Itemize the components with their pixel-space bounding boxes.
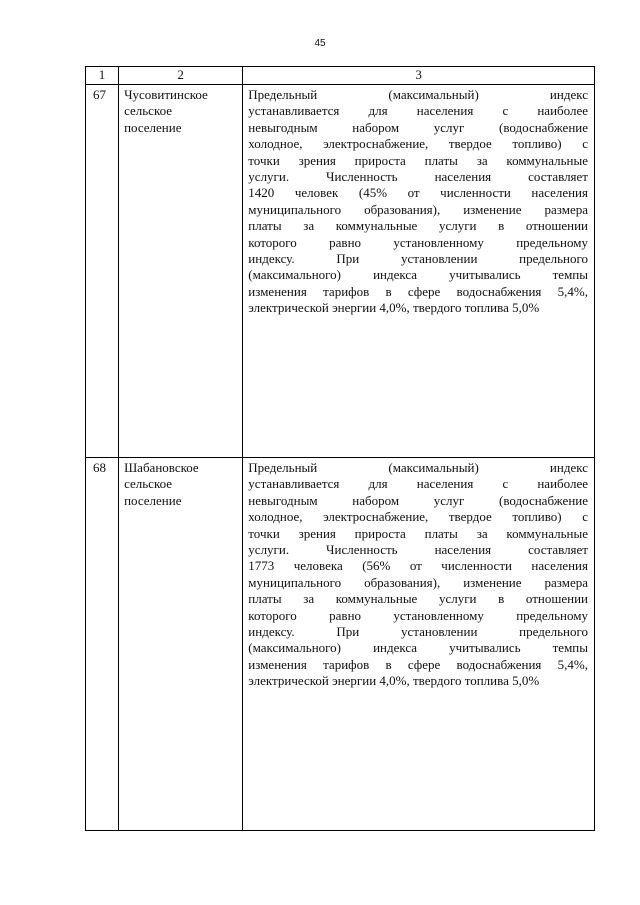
name-line: поселение	[124, 119, 182, 135]
description-line: устанавливается для населения с наиболее	[248, 103, 588, 119]
description-line: Предельный (максимальный) индекс	[248, 460, 588, 475]
description-line: услуги. Численность населения составляет	[248, 542, 588, 558]
description-line: 1420 человек (45% от численности населения	[248, 185, 588, 201]
column-header-2: 2	[119, 67, 243, 85]
index-description	[243, 458, 595, 831]
data-table	[85, 66, 595, 831]
description-line: муниципального образования), изменение размера	[248, 574, 588, 590]
description-line: которого равно установленному предельному	[248, 234, 588, 250]
table-header-row	[86, 67, 595, 85]
page-number: 45	[314, 38, 326, 49]
description-line: услуги. Численность населения составляет	[248, 169, 588, 185]
name-line: Чусовитинское	[124, 87, 208, 102]
description-line: холодное, электроснабжение, твердое топливо) с	[248, 136, 588, 152]
row-number: 68	[86, 458, 119, 831]
description-line: электрической энергии 4,0%, твердого топлива 5,0%	[248, 673, 540, 689]
description-line: (максимального) индекса учитывались темпы	[248, 267, 588, 283]
description-line: изменения тарифов в сфере водоснабжения 5,4%,	[248, 656, 588, 672]
description-line: индексу. При установлении предельного	[248, 251, 588, 267]
description-line: холодное, электроснабжение, твердое топливо) с	[248, 509, 588, 525]
name-line: Шабановское	[124, 460, 199, 475]
name-line: поселение	[124, 492, 182, 508]
settlement-name	[119, 85, 243, 458]
description-line: 1773 человека (56% от численности населения	[248, 558, 588, 574]
description-line: платы за коммунальные услуги в отношении	[248, 591, 588, 607]
description-line: электрической энергии 4,0%, твердого топлива 5,0%	[248, 300, 540, 316]
name-line: сельское	[124, 476, 173, 492]
column-header-3: 3	[243, 67, 595, 85]
description-line: муниципального образования), изменение размера	[248, 201, 588, 217]
row-number: 67	[86, 85, 119, 458]
description-line: невыгодным набором услуг (водоснабжение	[248, 492, 588, 508]
description-line: платы за коммунальные услуги в отношении	[248, 218, 588, 234]
column-header-1: 1	[86, 67, 119, 85]
settlement-name	[119, 458, 243, 831]
description-line: (максимального) индекса учитывались темпы	[248, 640, 588, 656]
description-line: которого равно установленному предельному	[248, 607, 588, 623]
description-line: индексу. При установлении предельного	[248, 624, 588, 640]
description-line: устанавливается для населения с наиболее	[248, 476, 588, 492]
index-description	[243, 85, 595, 458]
description-line: точки зрения прироста платы за коммунальные	[248, 525, 588, 541]
table-row	[86, 458, 595, 831]
description-line: изменения тарифов в сфере водоснабжения 5,4%,	[248, 283, 588, 299]
description-line: точки зрения прироста платы за коммунальные	[248, 152, 588, 168]
description-line: Предельный (максимальный) индекс	[248, 87, 588, 102]
name-line: сельское	[124, 103, 173, 119]
table-row	[86, 85, 595, 458]
description-line: невыгодным набором услуг (водоснабжение	[248, 119, 588, 135]
